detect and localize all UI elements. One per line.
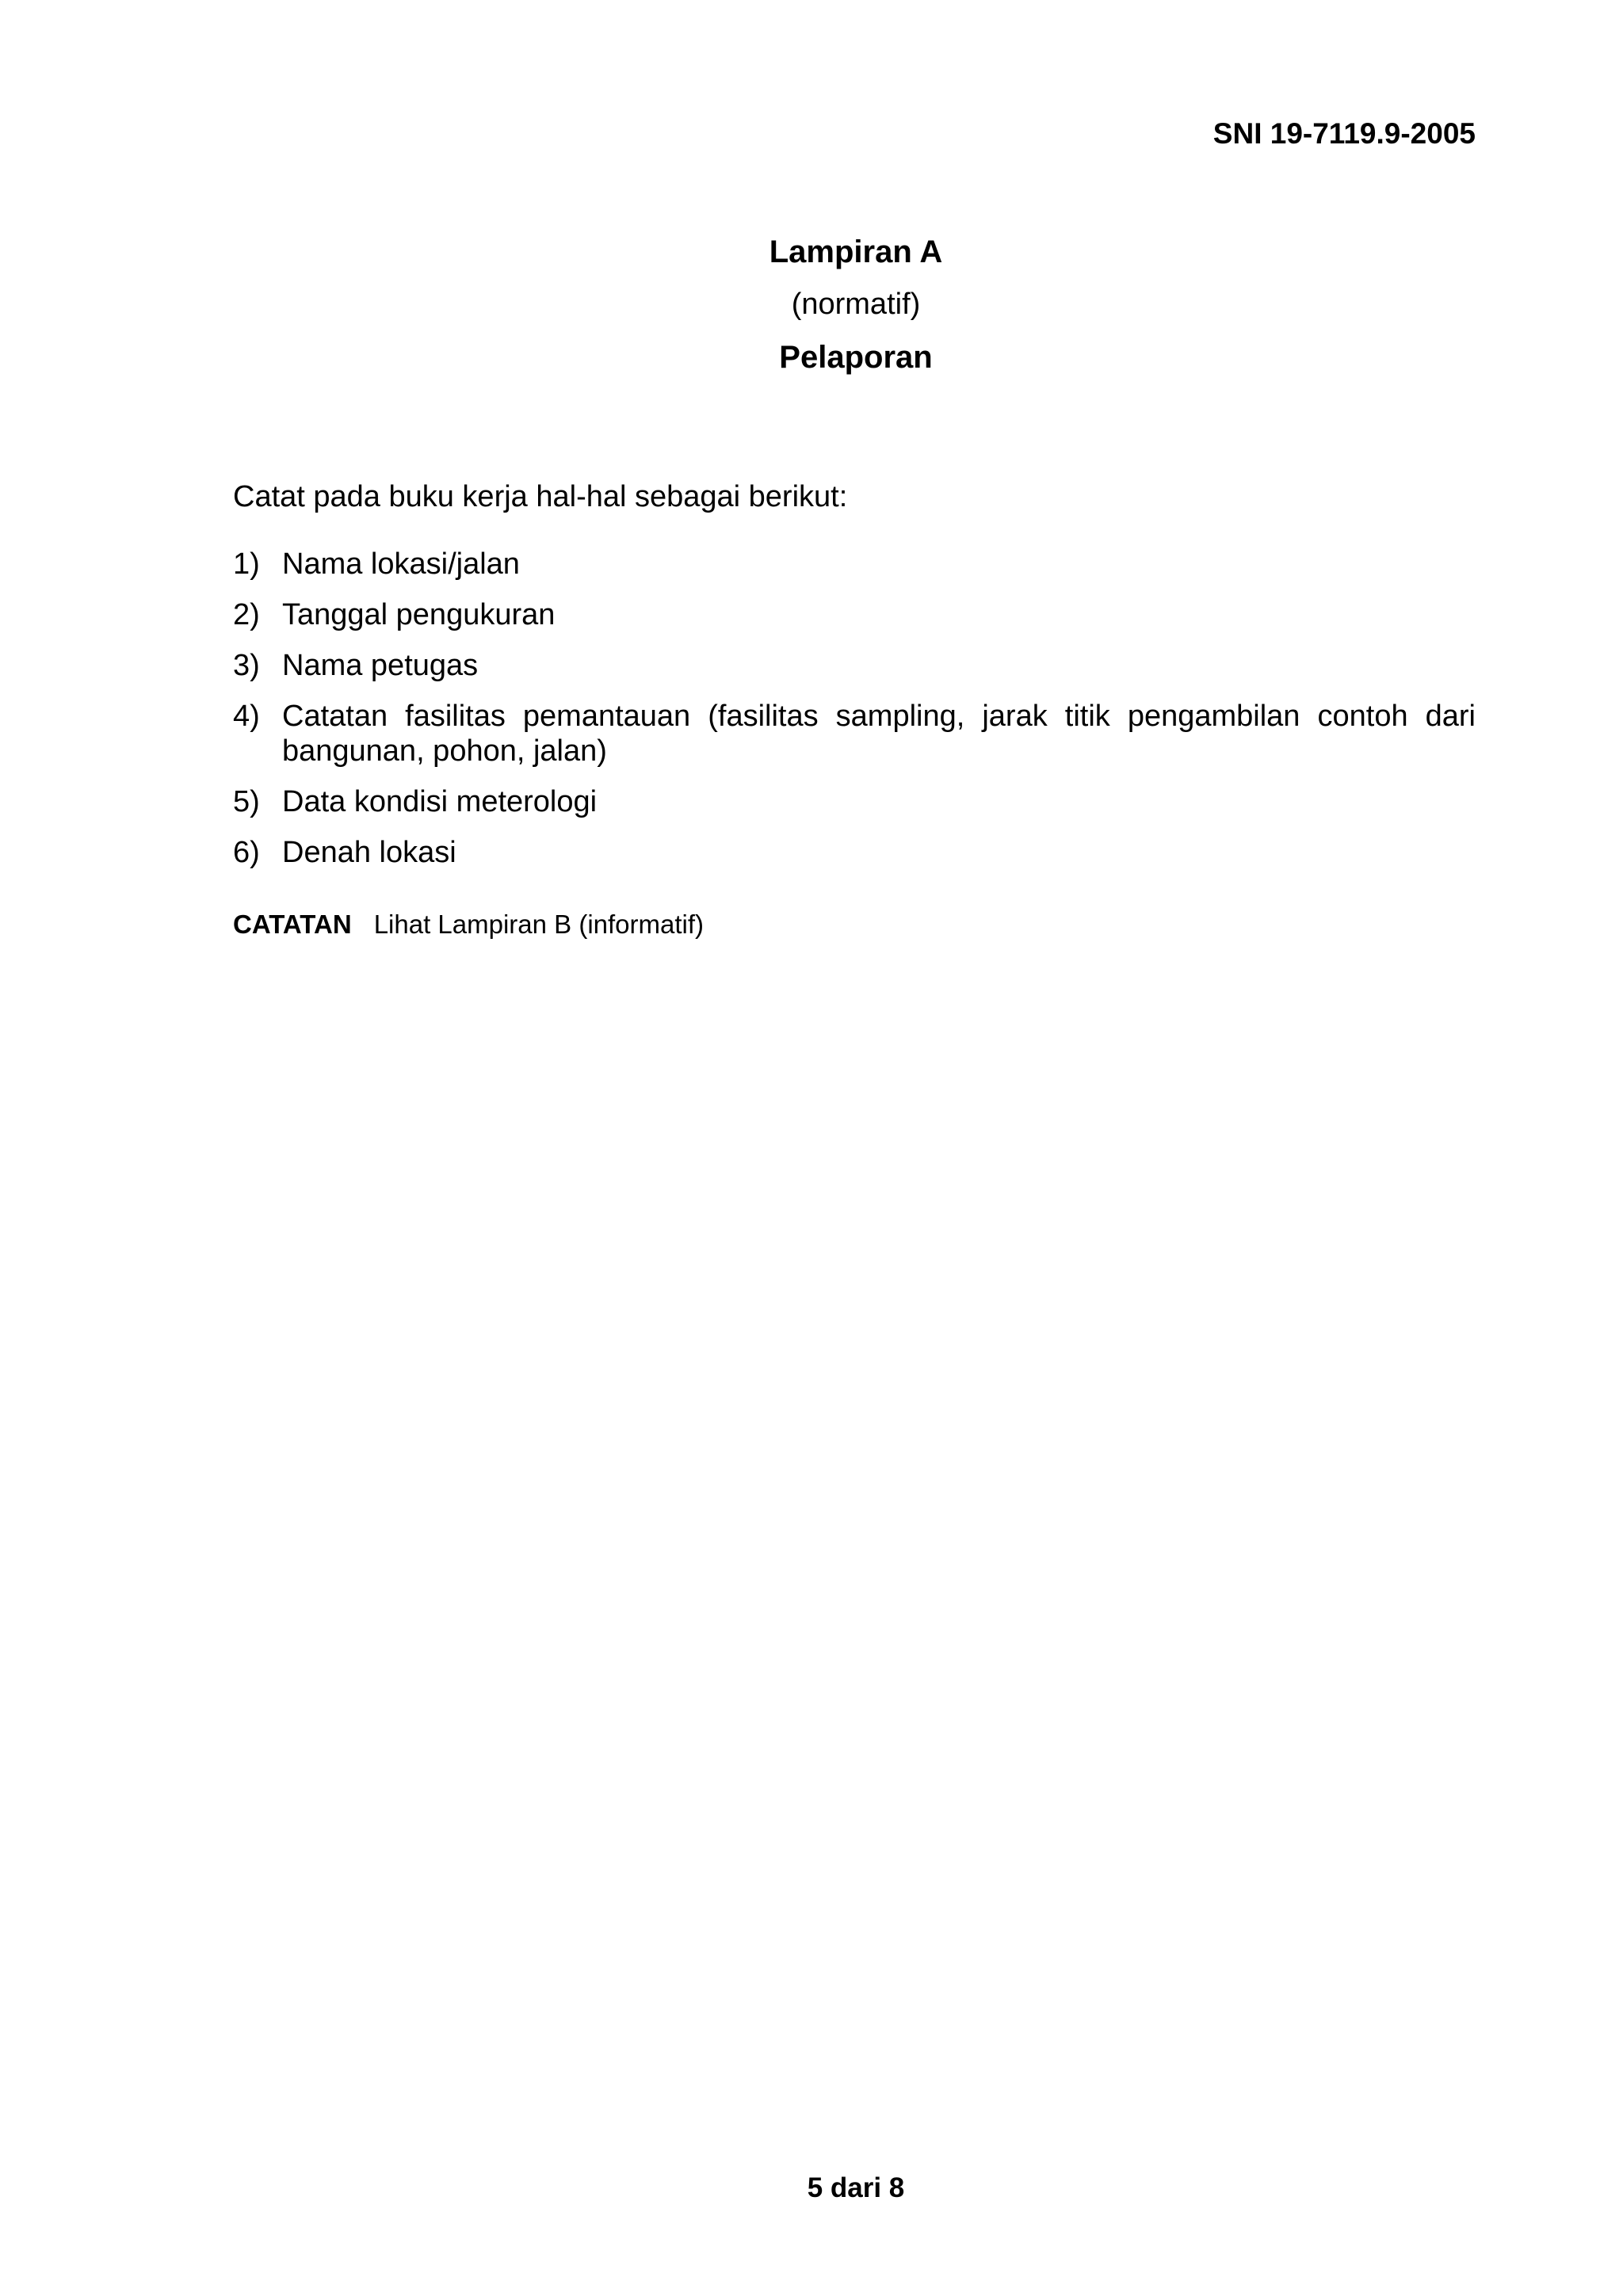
annex-title: Lampiran A (769, 235, 943, 269)
list-item (233, 784, 1476, 819)
document-code: SNI 19-7119.9-2005 (1212, 117, 1476, 150)
list-item-text: Nama lokasi/jalan (282, 547, 520, 581)
list-item-number: 3) (233, 649, 260, 682)
list-item-number: 2) (233, 598, 260, 631)
list-item-text: Catatan fasilitas pemantauan (fasilitas sampling, jarak titik pengambilan contoh dari bangunan, pohon, jalan) (282, 700, 1476, 768)
list-item (233, 699, 1476, 769)
note (233, 907, 704, 942)
list-item (233, 597, 1476, 632)
list-item-text: Nama petugas (282, 649, 479, 682)
list-item (233, 835, 1476, 870)
note-label: CATATAN (233, 910, 352, 939)
list-item-text: Denah lokasi (282, 836, 456, 869)
list-item (233, 648, 1476, 683)
record-list (233, 547, 1476, 886)
list-item-number: 5) (233, 785, 260, 818)
intro-paragraph: Catat pada buku kerja hal-hal sebagai berikut: (233, 480, 848, 513)
list-item-number: 6) (233, 836, 260, 869)
list-item-number: 1) (233, 547, 260, 581)
list-item (233, 547, 1476, 582)
annex-type: (normatif) (791, 288, 921, 321)
annex-subject: Pelaporan (779, 340, 933, 375)
list-item-text: Tanggal pengukuran (282, 598, 556, 631)
list-item-text: Data kondisi meterologi (282, 785, 598, 818)
list-item-number: 4) (233, 700, 260, 733)
note-text: Lihat Lampiran B (informatif) (373, 910, 705, 939)
page-number: 5 dari 8 (807, 2172, 905, 2203)
